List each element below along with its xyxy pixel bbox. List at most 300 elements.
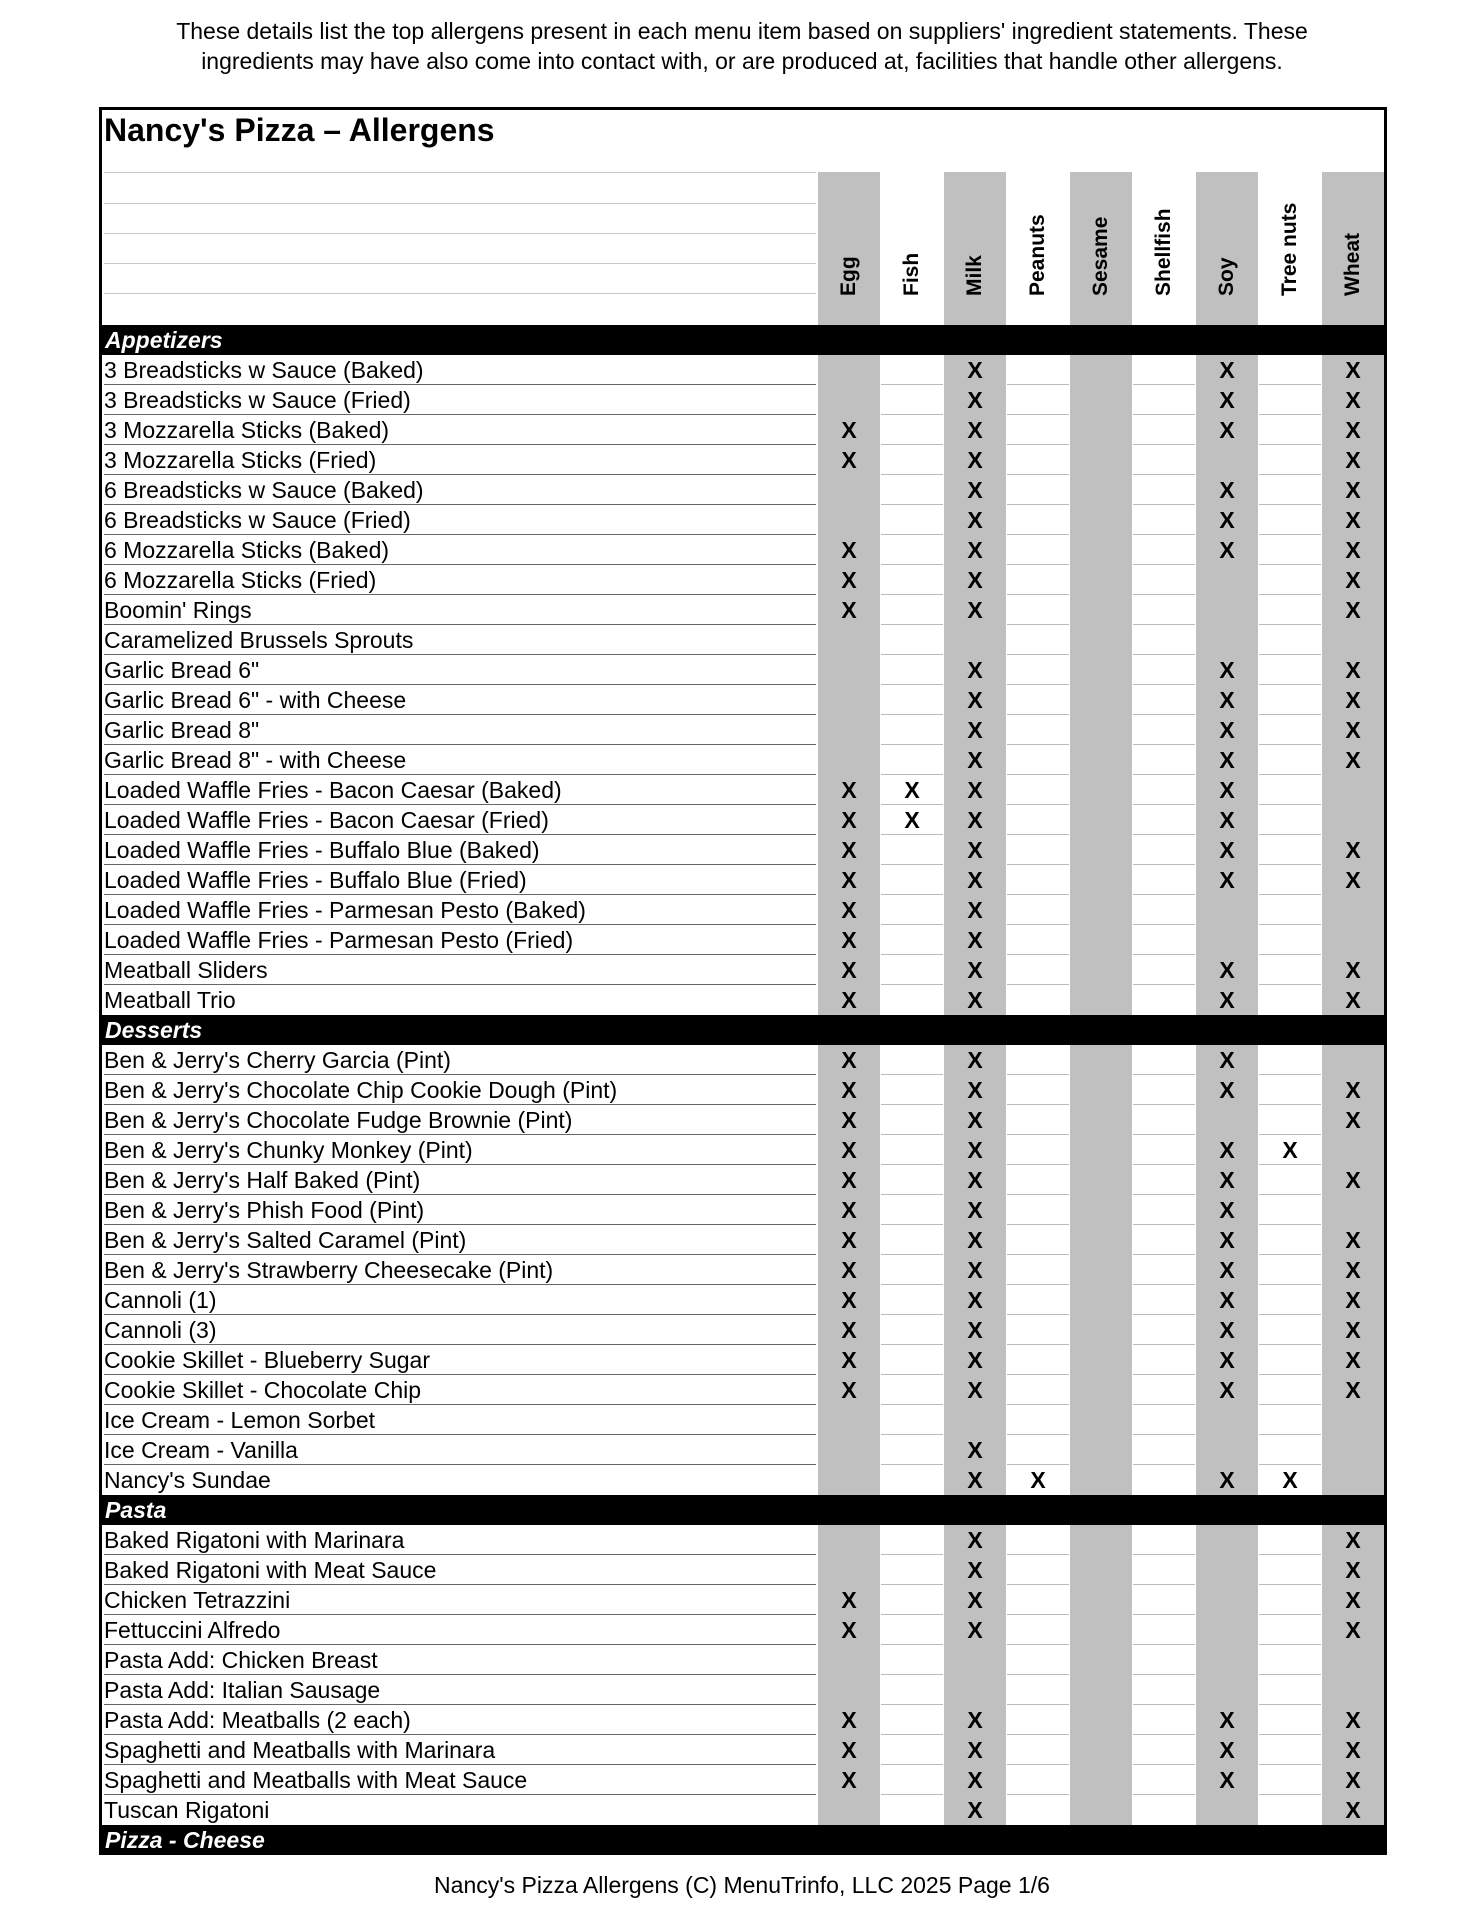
cell-divider: [881, 1434, 943, 1435]
allergen-mark-soy: X: [1219, 987, 1235, 1013]
allergen-mark-soy: X: [1219, 747, 1235, 773]
cell-divider: [881, 1464, 943, 1465]
allergen-mark-milk: X: [967, 597, 983, 623]
cell-divider: [881, 594, 943, 595]
cell-divider: [1007, 1344, 1069, 1345]
allergen-mark-milk: X: [967, 657, 983, 683]
cell-divider: [1259, 684, 1321, 685]
cell-divider: [881, 474, 943, 475]
allergen-mark-soy: X: [1219, 507, 1235, 533]
menu-item-name: Pasta Add: Meatballs (2 each): [104, 1707, 411, 1733]
cell-divider: [1007, 1074, 1069, 1075]
allergen-mark-milk: X: [967, 1587, 983, 1613]
allergen-mark-egg: X: [841, 777, 857, 803]
allergen-mark-egg: X: [841, 987, 857, 1013]
cell-divider: [1133, 834, 1195, 835]
cell-divider: [881, 1224, 943, 1225]
cell-divider: [881, 984, 943, 985]
allergen-mark-egg: X: [841, 1107, 857, 1133]
menu-item-name: Garlic Bread 6" - with Cheese: [104, 687, 407, 713]
allergen-mark-wheat: X: [1345, 1587, 1361, 1613]
allergen-mark-wheat: X: [1345, 657, 1361, 683]
allergen-mark-wheat: X: [1345, 1707, 1361, 1733]
allergen-mark-soy: X: [1219, 537, 1235, 563]
cell-divider: [1007, 624, 1069, 625]
disclaimer-line-2: ingredients may have also come into contact with, or are produced at, facilities that handle other allergens.: [201, 48, 1283, 74]
cell-divider: [1259, 1314, 1321, 1315]
menu-item-name: Fettuccini Alfredo: [104, 1617, 281, 1643]
cell-divider: [1259, 894, 1321, 895]
allergen-mark-soy: X: [1219, 1167, 1235, 1193]
cell-divider: [1259, 924, 1321, 925]
cell-divider: [1007, 654, 1069, 655]
allergen-mark-soy: X: [1219, 1347, 1235, 1373]
cell-divider: [881, 444, 943, 445]
cell-divider: [1133, 1674, 1195, 1675]
allergen-mark-soy: X: [1219, 1077, 1235, 1103]
allergen-mark-egg: X: [841, 567, 857, 593]
allergen-mark-soy: X: [1219, 417, 1235, 443]
allergen-mark-fish: X: [904, 807, 920, 833]
cell-divider: [1133, 1554, 1195, 1555]
menu-item-name: 3 Breadsticks w Sauce (Fried): [104, 387, 411, 413]
cell-divider: [1133, 1404, 1195, 1405]
cell-divider: [1133, 1104, 1195, 1105]
allergen-mark-milk: X: [967, 927, 983, 953]
allergen-mark-milk: X: [967, 1707, 983, 1733]
cell-divider: [1007, 1554, 1069, 1555]
cell-divider: [881, 1104, 943, 1105]
section-header-appetizers: Appetizers: [101, 325, 1385, 355]
allergen-mark-egg: X: [841, 1257, 857, 1283]
allergen-mark-soy: X: [1219, 1137, 1235, 1163]
cell-divider: [881, 1254, 943, 1255]
allergen-mark-soy: X: [1219, 477, 1235, 503]
cell-divider: [1133, 444, 1195, 445]
cell-divider: [1133, 1794, 1195, 1795]
allergen-mark-wheat: X: [1345, 1767, 1361, 1793]
allergen-mark-egg: X: [841, 927, 857, 953]
allergen-mark-egg: X: [841, 447, 857, 473]
allergen-mark-soy: X: [1219, 687, 1235, 713]
cell-divider: [881, 714, 943, 715]
allergen-mark-soy: X: [1219, 777, 1235, 803]
allergen-mark-egg: X: [841, 837, 857, 863]
allergen-mark-milk: X: [967, 1437, 983, 1463]
allergen-mark-milk: X: [967, 1167, 983, 1193]
cell-divider: [1259, 714, 1321, 715]
cell-divider: [1133, 984, 1195, 985]
cell-divider: [1259, 1764, 1321, 1765]
menu-item-name: Garlic Bread 8": [104, 717, 260, 743]
allergen-mark-soy: X: [1219, 1257, 1235, 1283]
allergen-mark-egg: X: [841, 1377, 857, 1403]
menu-item-name: Loaded Waffle Fries - Parmesan Pesto (Baked): [104, 897, 586, 923]
cell-divider: [1007, 1584, 1069, 1585]
allergen-mark-milk: X: [967, 1137, 983, 1163]
allergen-mark-tree-nuts: X: [1282, 1467, 1298, 1493]
cell-divider: [1007, 1164, 1069, 1165]
cell-divider: [1133, 654, 1195, 655]
allergen-mark-egg: X: [841, 1287, 857, 1313]
allergen-mark-milk: X: [967, 357, 983, 383]
allergen-mark-soy: X: [1219, 1227, 1235, 1253]
allergen-mark-milk: X: [967, 1197, 983, 1223]
cell-divider: [1259, 1644, 1321, 1645]
cell-divider: [1007, 1644, 1069, 1645]
cell-divider: [881, 504, 943, 505]
cell-divider: [1133, 1704, 1195, 1705]
allergen-mark-milk: X: [967, 537, 983, 563]
cell-divider: [1133, 1464, 1195, 1465]
allergen-mark-egg: X: [841, 957, 857, 983]
allergen-mark-soy: X: [1219, 837, 1235, 863]
cell-divider: [1007, 1254, 1069, 1255]
menu-item-name: Garlic Bread 6": [104, 657, 260, 683]
cell-divider: [1259, 1674, 1321, 1675]
cell-divider: [1007, 1314, 1069, 1315]
allergen-mark-egg: X: [841, 1197, 857, 1223]
allergen-header-label: Tree nuts: [1278, 202, 1301, 296]
allergen-mark-egg: X: [841, 1077, 857, 1103]
allergen-header-wheat: [1322, 182, 1384, 322]
cell-divider: [1259, 1224, 1321, 1225]
cell-divider: [1259, 1104, 1321, 1105]
allergen-mark-milk: X: [967, 747, 983, 773]
allergen-mark-milk: X: [967, 1077, 983, 1103]
header-line: [104, 263, 816, 264]
allergen-mark-milk: X: [967, 867, 983, 893]
allergen-mark-wheat: X: [1345, 837, 1361, 863]
allergen-header-label: Wheat: [1341, 233, 1364, 296]
cell-divider: [1259, 1584, 1321, 1585]
menu-item-name: Ben & Jerry's Cherry Garcia (Pint): [104, 1047, 451, 1073]
cell-divider: [1007, 684, 1069, 685]
allergen-mark-egg: X: [841, 1137, 857, 1163]
cell-divider: [1133, 1614, 1195, 1615]
allergen-mark-wheat: X: [1345, 357, 1361, 383]
cell-divider: [1007, 774, 1069, 775]
allergen-header-sesame: [1070, 182, 1132, 322]
menu-item-name: Meatball Sliders: [104, 957, 268, 983]
cell-divider: [881, 1194, 943, 1195]
cell-divider: [881, 924, 943, 925]
allergen-header-tree-nuts: [1259, 182, 1321, 322]
cell-divider: [1133, 954, 1195, 955]
cell-divider: [1259, 1074, 1321, 1075]
menu-item-name: 6 Breadsticks w Sauce (Baked): [104, 477, 424, 503]
cell-divider: [1259, 384, 1321, 385]
menu-item-name: Ben & Jerry's Phish Food (Pint): [104, 1197, 425, 1223]
cell-divider: [1133, 624, 1195, 625]
menu-item-name: Ice Cream - Vanilla: [104, 1437, 298, 1463]
cell-divider: [1133, 1644, 1195, 1645]
allergen-mark-milk: X: [967, 1107, 983, 1133]
cell-divider: [1007, 474, 1069, 475]
cell-divider: [1007, 594, 1069, 595]
cell-divider: [1259, 654, 1321, 655]
cell-divider: [1007, 804, 1069, 805]
cell-divider: [1007, 1404, 1069, 1405]
header-line: [104, 172, 816, 173]
cell-divider: [1007, 954, 1069, 955]
allergen-mark-milk: X: [967, 957, 983, 983]
cell-divider: [1007, 1134, 1069, 1135]
menu-item-name: Ice Cream - Lemon Sorbet: [104, 1407, 376, 1433]
section-header-pasta: Pasta: [101, 1495, 1385, 1525]
allergen-mark-wheat: X: [1345, 747, 1361, 773]
menu-item-name: Cookie Skillet - Blueberry Sugar: [104, 1347, 430, 1373]
allergen-header-soy: [1196, 182, 1258, 322]
menu-item-name: Pasta Add: Italian Sausage: [104, 1677, 381, 1703]
cell-divider: [1133, 924, 1195, 925]
column-shade: [1070, 172, 1132, 1855]
allergen-mark-wheat: X: [1345, 1617, 1361, 1643]
cell-divider: [1133, 1764, 1195, 1765]
menu-item-name: Ben & Jerry's Chocolate Chip Cookie Dough (Pint): [104, 1077, 618, 1103]
allergen-mark-soy: X: [1219, 1737, 1235, 1763]
header-line: [104, 203, 816, 204]
cell-divider: [1259, 1374, 1321, 1375]
allergen-mark-wheat: X: [1345, 1317, 1361, 1343]
allergen-mark-milk: X: [967, 1527, 983, 1553]
cell-divider: [1259, 1404, 1321, 1405]
allergen-mark-milk: X: [967, 987, 983, 1013]
menu-item-name: Boomin' Rings: [104, 597, 252, 623]
cell-divider: [1007, 1434, 1069, 1435]
menu-item-name: Spaghetti and Meatballs with Marinara: [104, 1737, 496, 1763]
allergen-mark-soy: X: [1219, 957, 1235, 983]
cell-divider: [1133, 1254, 1195, 1255]
cell-divider: [1133, 804, 1195, 805]
allergen-mark-wheat: X: [1345, 1167, 1361, 1193]
cell-divider: [1259, 1254, 1321, 1255]
allergen-mark-egg: X: [841, 537, 857, 563]
allergen-header-label: Peanuts: [1026, 214, 1049, 296]
header-line: [104, 293, 816, 294]
cell-divider: [1133, 1164, 1195, 1165]
cell-divider: [1133, 1314, 1195, 1315]
cell-divider: [1133, 1344, 1195, 1345]
cell-divider: [881, 654, 943, 655]
allergen-mark-egg: X: [841, 1617, 857, 1643]
disclaimer-line-1: These details list the top allergens present in each menu item based on suppliers' ingredient statements. These: [176, 18, 1308, 44]
allergen-mark-soy: X: [1219, 717, 1235, 743]
allergen-mark-milk: X: [967, 777, 983, 803]
cell-divider: [1007, 1704, 1069, 1705]
allergen-mark-wheat: X: [1345, 687, 1361, 713]
menu-item-name: Garlic Bread 8" - with Cheese: [104, 747, 407, 773]
cell-divider: [1007, 834, 1069, 835]
cell-divider: [1007, 1794, 1069, 1795]
allergen-mark-egg: X: [841, 1587, 857, 1613]
cell-divider: [1259, 564, 1321, 565]
allergen-mark-egg: X: [841, 1707, 857, 1733]
cell-divider: [881, 1734, 943, 1735]
menu-item-name: Nancy's Sundae: [104, 1467, 271, 1493]
allergen-mark-wheat: X: [1345, 957, 1361, 983]
cell-divider: [881, 1794, 943, 1795]
allergen-mark-milk: X: [967, 1467, 983, 1493]
menu-item-name: Ben & Jerry's Strawberry Cheesecake (Pint): [104, 1257, 554, 1283]
menu-item-name: Meatball Trio: [104, 987, 236, 1013]
cell-divider: [1259, 1344, 1321, 1345]
allergen-mark-wheat: X: [1345, 537, 1361, 563]
menu-item-name: Spaghetti and Meatballs with Meat Sauce: [104, 1767, 528, 1793]
cell-divider: [881, 1404, 943, 1405]
allergen-mark-wheat: X: [1345, 1737, 1361, 1763]
menu-item-name: 6 Mozzarella Sticks (Fried): [104, 567, 377, 593]
menu-item-name: 6 Mozzarella Sticks (Baked): [104, 537, 390, 563]
allergen-header-label: Milk: [963, 255, 986, 296]
cell-divider: [1259, 984, 1321, 985]
allergen-header-label: Shellfish: [1152, 208, 1175, 296]
cell-divider: [1007, 1374, 1069, 1375]
allergen-mark-milk: X: [967, 1797, 983, 1823]
allergen-mark-egg: X: [841, 1347, 857, 1373]
cell-divider: [881, 1614, 943, 1615]
cell-divider: [1007, 564, 1069, 565]
allergen-mark-wheat: X: [1345, 1347, 1361, 1373]
cell-divider: [881, 1164, 943, 1165]
allergen-mark-soy: X: [1219, 867, 1235, 893]
menu-item-name: Caramelized Brussels Sprouts: [104, 627, 414, 653]
allergen-mark-wheat: X: [1345, 507, 1361, 533]
menu-item-name: 3 Mozzarella Sticks (Fried): [104, 447, 377, 473]
menu-item-name: Loaded Waffle Fries - Parmesan Pesto (Fried): [104, 927, 574, 953]
cell-divider: [1007, 504, 1069, 505]
allergen-mark-milk: X: [967, 1617, 983, 1643]
allergen-header-label: Soy: [1215, 257, 1238, 296]
cell-divider: [1007, 924, 1069, 925]
cell-divider: [1259, 774, 1321, 775]
cell-divider: [881, 1764, 943, 1765]
allergen-header-shellfish: [1133, 182, 1195, 322]
cell-divider: [1007, 1734, 1069, 1735]
cell-divider: [1007, 414, 1069, 415]
cell-divider: [1007, 864, 1069, 865]
cell-divider: [1133, 534, 1195, 535]
cell-divider: [1133, 1734, 1195, 1735]
cell-divider: [1259, 1554, 1321, 1555]
menu-item-name: Cannoli (3): [104, 1317, 217, 1343]
cell-divider: [881, 1314, 943, 1315]
cell-divider: [1133, 384, 1195, 385]
cell-divider: [1133, 1374, 1195, 1375]
cell-divider: [881, 1074, 943, 1075]
cell-divider: [1259, 504, 1321, 505]
allergen-mark-soy: X: [1219, 1707, 1235, 1733]
allergen-header-label: Egg: [837, 256, 860, 296]
allergen-mark-milk: X: [967, 717, 983, 743]
menu-item-name: Baked Rigatoni with Marinara: [104, 1527, 405, 1553]
cell-divider: [1259, 1704, 1321, 1705]
allergen-mark-wheat: X: [1345, 1107, 1361, 1133]
page-title: Nancy's Pizza – Allergens: [104, 112, 495, 148]
cell-divider: [881, 834, 943, 835]
menu-item-name: Chicken Tetrazzini: [104, 1587, 291, 1613]
allergen-mark-soy: X: [1219, 1047, 1235, 1073]
allergen-mark-soy: X: [1219, 357, 1235, 383]
allergen-mark-egg: X: [841, 1227, 857, 1253]
cell-divider: [1007, 384, 1069, 385]
allergen-mark-milk: X: [967, 897, 983, 923]
allergen-header-label: Fish: [900, 252, 923, 296]
cell-divider: [881, 894, 943, 895]
allergen-mark-milk: X: [967, 1377, 983, 1403]
cell-divider: [1133, 564, 1195, 565]
allergen-mark-milk: X: [967, 687, 983, 713]
menu-item-name: Ben & Jerry's Chocolate Fudge Brownie (Pint): [104, 1107, 573, 1133]
cell-divider: [1133, 894, 1195, 895]
disclaimer: [0, 16, 1484, 76]
cell-divider: [1259, 1794, 1321, 1795]
allergen-header-fish: [881, 182, 943, 322]
allergen-mark-milk: X: [967, 837, 983, 863]
menu-item-name: Cookie Skillet - Chocolate Chip: [104, 1377, 422, 1403]
menu-item-name: Loaded Waffle Fries - Buffalo Blue (Fried): [104, 867, 527, 893]
cell-divider: [1133, 744, 1195, 745]
cell-divider: [1007, 984, 1069, 985]
page-footer: Nancy's Pizza Allergens (C) MenuTrinfo, LLC 2025 Page 1/6: [434, 1872, 1050, 1898]
cell-divider: [1133, 864, 1195, 865]
cell-divider: [1259, 414, 1321, 415]
cell-divider: [1259, 954, 1321, 955]
header-line: [104, 233, 816, 234]
allergen-mark-milk: X: [967, 1047, 983, 1073]
cell-divider: [1007, 714, 1069, 715]
menu-item-name: 3 Mozzarella Sticks (Baked): [104, 417, 390, 443]
allergen-mark-milk: X: [967, 1317, 983, 1343]
cell-divider: [881, 624, 943, 625]
cell-divider: [1259, 1164, 1321, 1165]
allergen-mark-soy: X: [1219, 1287, 1235, 1313]
cell-divider: [1133, 1134, 1195, 1135]
allergen-mark-fish: X: [904, 777, 920, 803]
cell-divider: [1007, 1194, 1069, 1195]
menu-item-name: Loaded Waffle Fries - Bacon Caesar (Fried): [104, 807, 549, 833]
menu-item-name: Pasta Add: Chicken Breast: [104, 1647, 378, 1673]
cell-divider: [1133, 684, 1195, 685]
allergen-mark-soy: X: [1219, 1767, 1235, 1793]
allergen-mark-egg: X: [841, 597, 857, 623]
cell-divider: [1133, 594, 1195, 595]
cell-divider: [1133, 474, 1195, 475]
cell-divider: [1133, 1074, 1195, 1075]
cell-divider: [1007, 444, 1069, 445]
menu-item-name: Cannoli (1): [104, 1287, 217, 1313]
cell-divider: [881, 954, 943, 955]
allergen-mark-milk: X: [967, 1287, 983, 1313]
allergen-mark-soy: X: [1219, 657, 1235, 683]
allergen-mark-wheat: X: [1345, 1257, 1361, 1283]
allergen-mark-soy: X: [1219, 1377, 1235, 1403]
cell-divider: [881, 414, 943, 415]
allergen-mark-wheat: X: [1345, 717, 1361, 743]
cell-divider: [1133, 1194, 1195, 1195]
cell-divider: [881, 1284, 943, 1285]
cell-divider: [1259, 864, 1321, 865]
allergen-mark-egg: X: [841, 1047, 857, 1073]
cell-divider: [1007, 744, 1069, 745]
allergen-mark-soy: X: [1219, 1197, 1235, 1223]
allergen-mark-wheat: X: [1345, 867, 1361, 893]
allergen-mark-egg: X: [841, 1317, 857, 1343]
allergen-mark-milk: X: [967, 807, 983, 833]
allergen-mark-egg: X: [841, 1167, 857, 1193]
allergen-mark-wheat: X: [1345, 567, 1361, 593]
allergen-mark-milk: X: [967, 1227, 983, 1253]
